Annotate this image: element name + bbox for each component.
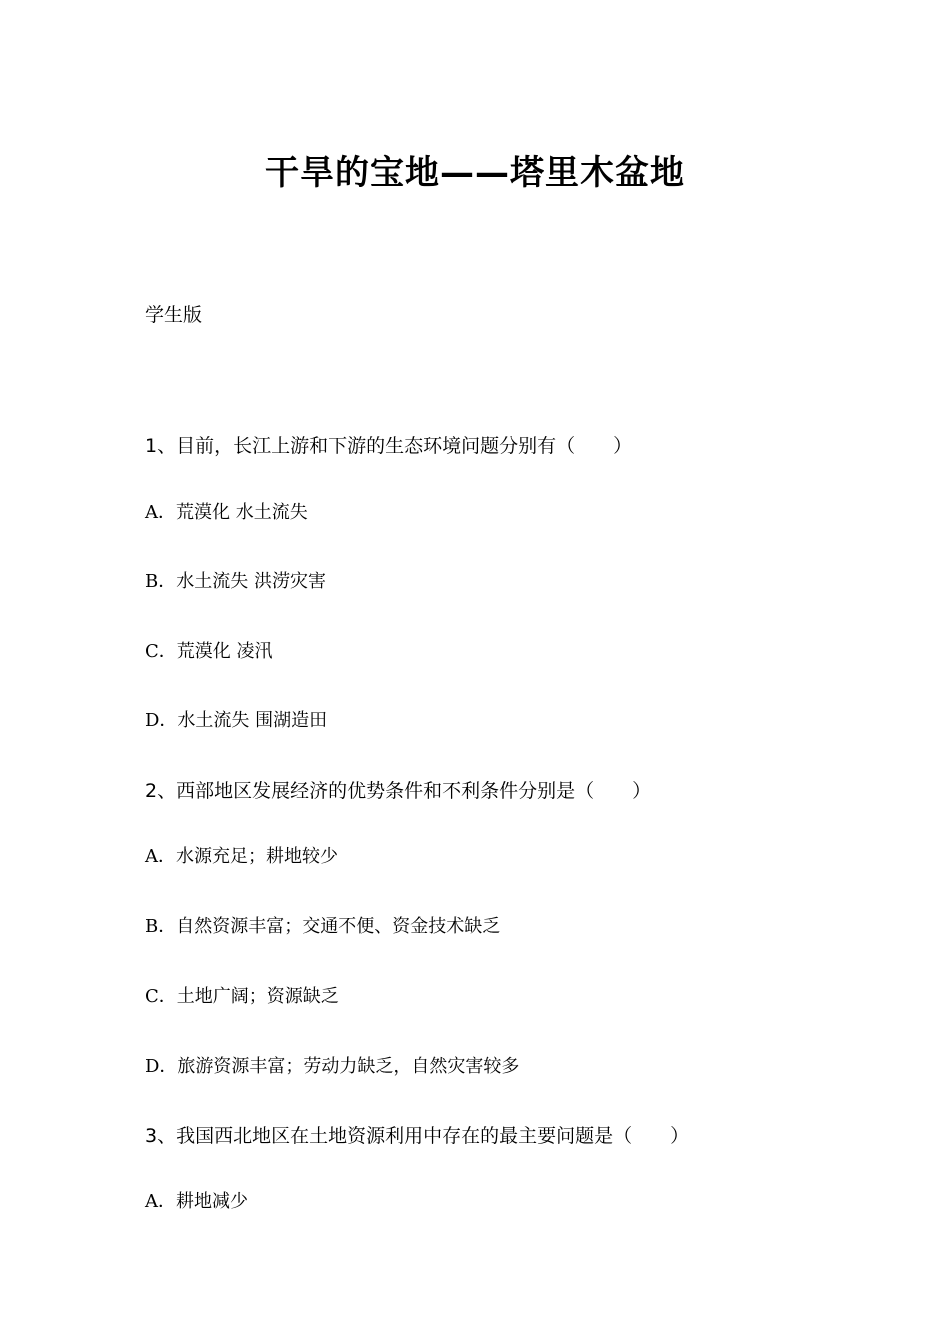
answer-option: B．水土流失 洪涝灾害 xyxy=(145,571,326,592)
question-stem: 3、我国西北地区在土地资源利用中存在的最主要问题是（ ） xyxy=(145,1125,690,1147)
question-stem: 1、目前，长江上游和下游的生态环境问题分别有（ ） xyxy=(145,435,633,457)
answer-option: A．水源充足；耕地较少 xyxy=(145,846,338,867)
question-stem: 2、西部地区发展经济的优势条件和不利条件分别是（ ） xyxy=(145,780,652,802)
answer-option: A．耕地减少 xyxy=(145,1191,248,1212)
edition-label: 学生版 xyxy=(145,304,203,326)
answer-option: D．旅游资源丰富；劳动力缺乏，自然灾害较多 xyxy=(145,1056,520,1077)
document-title: 干旱的宝地——塔里木盆地 xyxy=(265,153,685,193)
answer-option: A．荒漠化 水土流失 xyxy=(145,502,308,523)
answer-option: D．水土流失 围湖造田 xyxy=(145,710,328,731)
answer-option: B．自然资源丰富；交通不便、资金技术缺乏 xyxy=(145,916,501,937)
answer-option: C．荒漠化 凌汛 xyxy=(145,641,273,662)
answer-option: C．土地广阔；资源缺乏 xyxy=(145,986,339,1007)
